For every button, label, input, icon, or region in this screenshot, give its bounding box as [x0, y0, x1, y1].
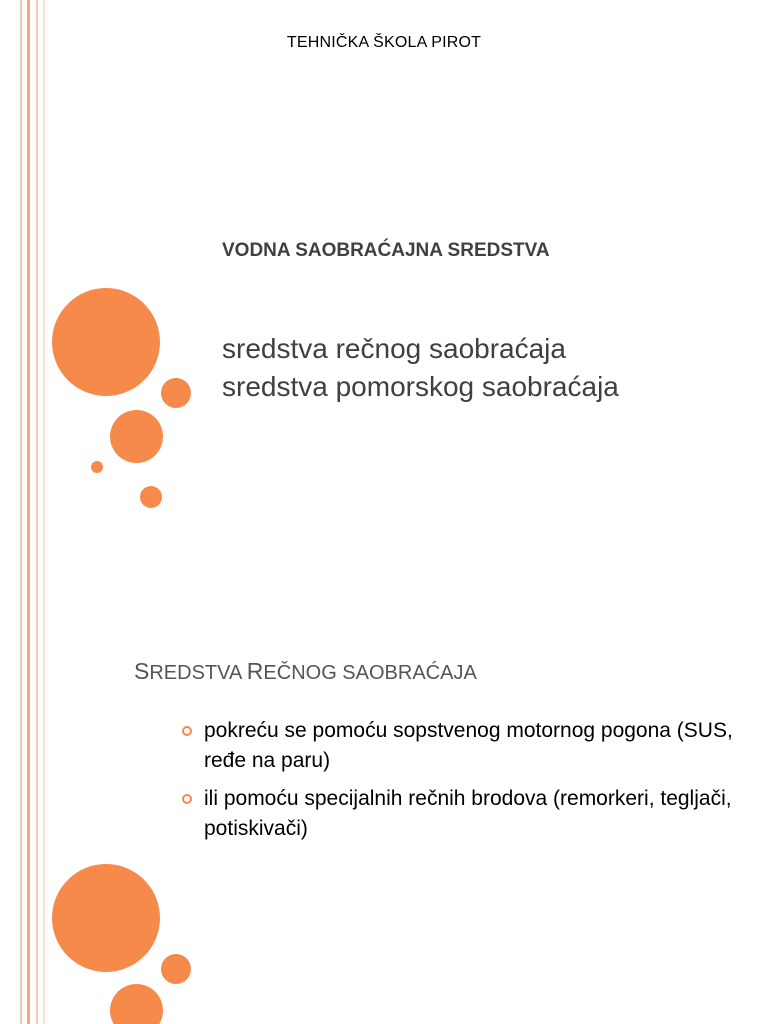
bullet-text: pokreću se pomoću sopstvenog motornog pogona (SUS, ređe na paru)	[204, 719, 733, 772]
decorative-line	[27, 578, 30, 1024]
decorative-line	[36, 0, 38, 578]
decorative-line	[20, 0, 22, 578]
decorative-circle-medium	[110, 410, 163, 463]
decorative-circle-medium	[110, 984, 163, 1024]
decorative-line	[43, 0, 45, 578]
bullet-circle-icon	[182, 794, 192, 804]
main-heading: VODNA SAOBRAĆAJNA SREDSTVA	[222, 240, 550, 261]
list-item	[180, 716, 740, 776]
list-item	[180, 784, 740, 844]
section-heading: SREDSTVA REČNOG SAOBRAĆAJA	[134, 658, 477, 684]
slide-river-transport	[0, 578, 768, 1024]
subtitle-block	[222, 330, 619, 406]
decorative-circle-small	[161, 378, 191, 408]
decorative-circle-tiny	[91, 461, 103, 473]
decorative-line	[20, 578, 22, 1024]
decorative-circle-small	[140, 486, 162, 508]
bullet-list	[180, 716, 740, 852]
decorative-line	[36, 578, 38, 1024]
decorative-circle-large	[52, 864, 160, 972]
decorative-circle-large	[52, 288, 160, 396]
decorative-line	[43, 578, 45, 1024]
bullet-text: ili pomoću specijalnih rečnih brodova (remorkeri, tegljači, potiskivači)	[204, 787, 732, 840]
subtitle-sea: sredstva pomorskog saobraćaja	[222, 371, 619, 402]
school-title: TEHNIČKA ŠKOLA PIROT	[286, 34, 482, 51]
decorative-line	[27, 0, 30, 578]
bullet-circle-icon	[182, 726, 192, 736]
decorative-circle-small	[161, 954, 191, 984]
subtitle-river: sredstva rečnog saobraćaja	[222, 333, 566, 364]
